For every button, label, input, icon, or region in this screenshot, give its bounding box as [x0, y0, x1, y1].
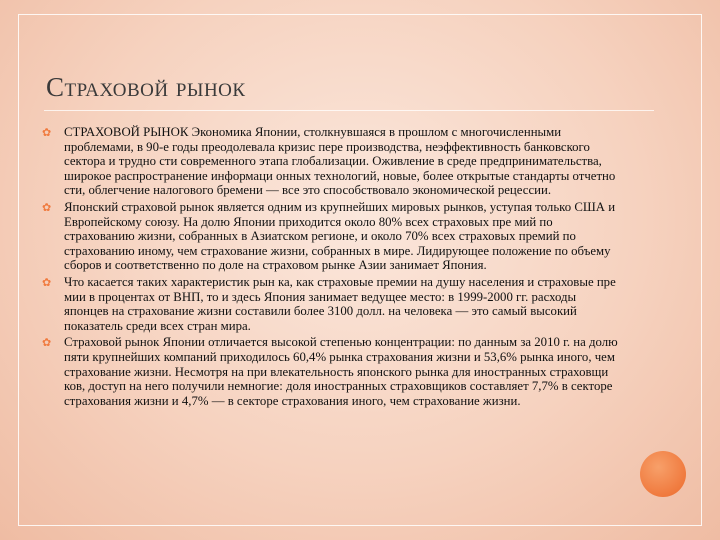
list-item [42, 335, 622, 408]
list-item-text: Что касается таких характеристик рын ка, как страховые премии на душу населения и страховые пре мии в процентах от ВНП, то и здесь Япония занимает ведущее место: в 1999-2000 гг. расходы японцев на страхование жизни составили более 3100 долл. на человека — это самый высокий показатель среди всех стран мира. [64, 274, 616, 333]
slide-title: Страховой рынок [46, 72, 246, 102]
list-item [42, 125, 622, 198]
title-divider [44, 110, 654, 111]
bullet-list [42, 125, 622, 410]
flower-bullet-icon: ✿ [42, 336, 52, 350]
decorative-circle [640, 451, 686, 497]
flower-bullet-icon: ✿ [42, 126, 52, 139]
flower-bullet-icon: ✿ [42, 275, 52, 289]
list-item [42, 200, 622, 273]
flower-bullet-icon: ✿ [42, 200, 52, 214]
list-item [42, 275, 622, 333]
list-item-text: Страховой рынок Японии отличается высокой степенью концентрации: по данным за 2010 г. на долю пяти крупнейших компаний приходилось 60,4% рынка страхования жизни и 53,6% рынка иного, чем страхование жизни. Несмотря на при влекательность японского рынка для иностранных страховщи ков, доступ на него получили немногие: доля иностранных страховщиков составляет 7,7% в секторе страхования жизни и 4,7% — в секторе страхования иного, чем страхование жизни. [64, 335, 618, 408]
list-item-text: Японский страховой рынок является одним из крупнейших мировых рынков, уступая только США и Европейскому союзу. На долю Японии приходится около 80% всех страховых пре мий по страхованию жизни, собранных в Азиатском регионе, и около 70% всех страховых премий по страхованию иному, чем страхование жизни, собранных в мире. Лидирующее положение по объему сборов и соответственно по доле на страховом рынке Азии занимает Япония. [64, 199, 616, 273]
list-item-text: СТРАХОВОЙ РЫНОК Экономика Японии, столкнувшаяся в прошлом с многочисленными проблемами, в 90-е годы преодолевала кризис пере производства, неэффективность банковского сектора и трудно сти современного этапа глобализации. Оживление в среде предпринимательства, широкое распространение информаци онных технологий, новые, более открытые стандарты отчетно сти, облегчение налогового бремени — все это способствовало экономической рецессии. [64, 125, 616, 198]
